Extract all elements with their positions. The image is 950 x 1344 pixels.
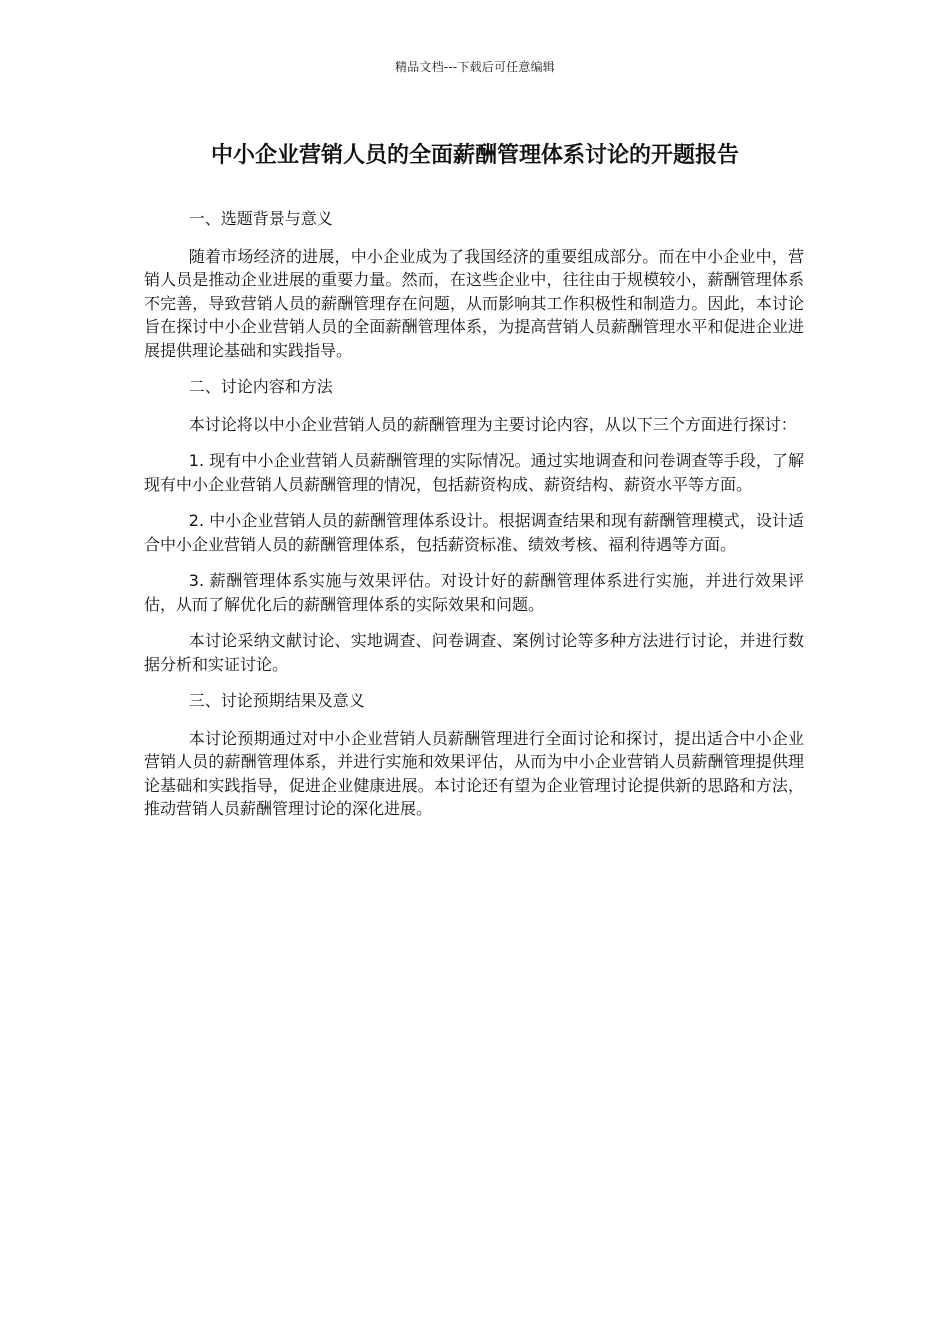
paragraph-content-intro: 本讨论将以中小企业营销人员的薪酬管理为主要讨论内容，从以下三个方面进行探讨： xyxy=(188,414,797,434)
section-heading-expected-results: 三、讨论预期结果及意义 xyxy=(188,691,365,710)
paragraph-item-3: 3. 薪酬管理体系实施与效果评估。对设计好的薪酬管理体系进行实施，并进行效果评估，从而了解优化后的薪酬管理体系的实际效果和问题。 xyxy=(144,571,804,614)
section-heading-content-methods: 二、讨论内容和方法 xyxy=(188,377,333,396)
paragraph-item-1: 1. 现有中小企业营销人员薪酬管理的实际情况。通过实地调查和问卷调查等手段，了解现有中小企业营销人员薪酬管理的情况，包括薪资构成、薪资结构、薪资水平等方面。 xyxy=(144,451,804,494)
paragraph-methods: 本讨论采纳文献讨论、实地调查、问卷调查、案例讨论等多种方法进行讨论，并进行数据分析和实证讨论。 xyxy=(144,631,804,674)
paragraph-background: 随着市场经济的进展，中小企业成为了我国经济的重要组成部分。而在中小企业中，营销人员是推动企业进展的重要力量。然而，在这些企业中，往往由于规模较小，薪酬管理体系不完善，导致营销人员的薪酬管理存在问题，从而影响其工作积极性和制造力。因此，本讨论旨在探讨中小企业营销人员的全面薪酬管理体系，为提高营销人员薪酬管理水平和促进企业进展提供理论基础和实践指导。 xyxy=(144,246,804,360)
paragraph-expected-results: 本讨论预期通过对中小企业营销人员薪酬管理进行全面讨论和探讨，提出适合中小企业营销人员的薪酬管理体系，并进行实施和效果评估，从而为中小企业营销人员薪酬管理提供理论基础和实践指导，促进企业健康进展。本讨论还有望为企业管理讨论提供新的思路和方法，推动营销人员薪酬管理讨论的深化进展。 xyxy=(144,728,804,818)
section-heading-background: 一、选题背景与意义 xyxy=(188,209,333,228)
header-note: 精品文档---下载后可任意编辑 xyxy=(395,60,555,74)
document-body xyxy=(144,207,804,834)
document-title: 中小企业营销人员的全面薪酬管理体系讨论的开题报告 xyxy=(210,143,739,168)
paragraph-item-2: 2. 中小企业营销人员的薪酬管理体系设计。根据调查结果和现有薪酬管理模式，设计适合中小企业营销人员的薪酬管理体系，包括薪资标准、绩效考核、福利待遇等方面。 xyxy=(144,511,804,554)
